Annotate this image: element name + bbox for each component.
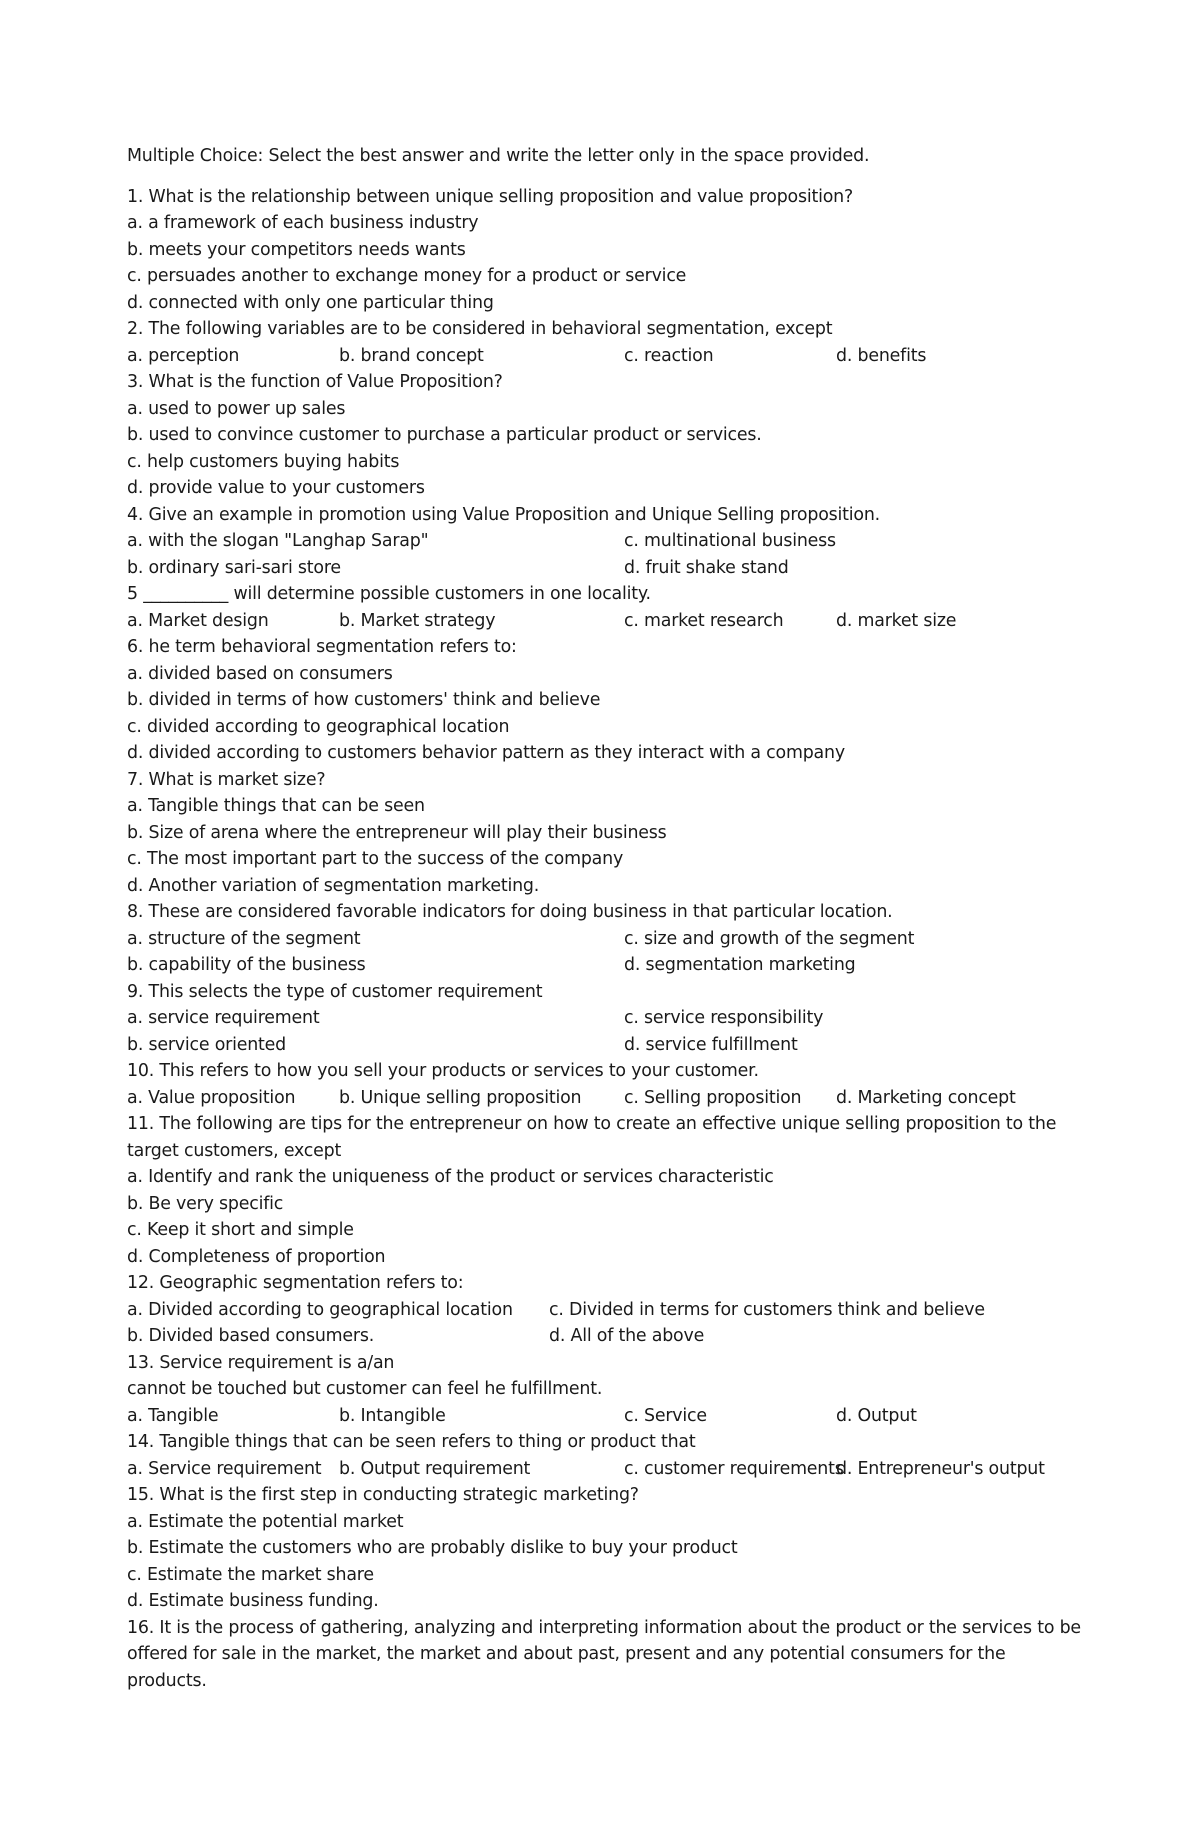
option-14b: b. Output requirement xyxy=(339,1458,531,1479)
option-7d: d. Another variation of segmentation marketing. xyxy=(127,875,540,896)
option-6a: a. divided based on consumers xyxy=(127,663,393,684)
option-15c: c. Estimate the market share xyxy=(127,1564,374,1585)
question-16: 16. It is the process of gathering, analyzing and interpreting information about the product or the services to be offered for sale in the market, the market and about past, present and any potential consumers for the products. xyxy=(127,1617,1081,1691)
option-13b: b. Intangible xyxy=(339,1405,446,1426)
options-row-13 xyxy=(127,1403,1087,1430)
question-13: 13. Service requirement is a/an xyxy=(127,1352,395,1373)
option-10a: a. Value proposition xyxy=(127,1087,296,1108)
question-13-continued: cannot be touched but customer can feel he fulfillment. xyxy=(127,1379,603,1399)
options-row-14 xyxy=(127,1456,1087,1483)
question-4: 4. Give an example in promotion using Value Proposition and Unique Selling proposition. xyxy=(127,504,880,525)
option-4d: d. fruit shake stand xyxy=(624,557,789,578)
option-3c: c. help customers buying habits xyxy=(127,451,400,472)
option-15a: a. Estimate the potential market xyxy=(127,1511,404,1532)
option-8b: b. capability of the business xyxy=(127,955,366,975)
option-2d: d. benefits xyxy=(836,345,927,366)
option-7c: c. The most important part to the success of the company xyxy=(127,849,624,869)
question-5: 5 __________ will determine possible customers in one locality. xyxy=(127,584,651,604)
option-11d: d. Completeness of proportion xyxy=(127,1246,386,1267)
options-row-10 xyxy=(127,1085,1087,1112)
option-10b: b. Unique selling proposition xyxy=(339,1087,582,1108)
option-12a: a. Divided according to geographical location xyxy=(127,1299,513,1320)
option-15b: b. Estimate the customers who are probably dislike to buy your product xyxy=(127,1538,738,1558)
option-10c: c. Selling proposition xyxy=(624,1087,802,1108)
option-12b: b. Divided based consumers. xyxy=(127,1326,375,1346)
question-11: 11. The following are tips for the entrepreneur on how to create an effective unique selling proposition to the target customers, except xyxy=(127,1114,1057,1161)
option-5a: a. Market design xyxy=(127,610,269,631)
option-10d: d. Marketing concept xyxy=(836,1087,1016,1108)
options-row-8-1 xyxy=(127,926,1087,953)
options-row-5 xyxy=(127,608,1087,635)
option-7b: b. Size of arena where the entrepreneur will play their business xyxy=(127,822,667,843)
option-9d: d. service fulfillment xyxy=(624,1034,798,1055)
question-6: 6. he term behavioral segmentation refers to: xyxy=(127,637,517,657)
option-6b: b. divided in terms of how customers' think and believe xyxy=(127,690,601,710)
option-5b: b. Market strategy xyxy=(339,610,496,631)
options-row-4-1 xyxy=(127,528,1087,555)
option-15d: d. Estimate business funding. xyxy=(127,1591,379,1611)
option-1d: d. connected with only one particular thing xyxy=(127,292,494,313)
option-13a: a. Tangible xyxy=(127,1405,219,1426)
option-11c: c. Keep it short and simple xyxy=(127,1220,354,1240)
option-3b: b. used to convince customer to purchase a particular product or services. xyxy=(127,425,762,445)
option-1c: c. persuades another to exchange money for a product or service xyxy=(127,266,687,286)
options-row-12-1 xyxy=(127,1297,1087,1324)
options-row-8-2 xyxy=(127,952,1087,979)
option-11b: b. Be very specific xyxy=(127,1193,284,1214)
options-row-2 xyxy=(127,343,1087,370)
option-1a: a. a framework of each business industry xyxy=(127,213,479,233)
option-4b: b. ordinary sari-sari store xyxy=(127,557,341,578)
option-3a: a. used to power up sales xyxy=(127,398,346,419)
option-2b: b. brand concept xyxy=(339,345,484,366)
option-14a: a. Service requirement xyxy=(127,1458,322,1479)
option-12d: d. All of the above xyxy=(549,1326,705,1346)
instructions: Multiple Choice: Select the best answer and write the letter only in the space provided. xyxy=(127,146,870,166)
option-6d: d. divided according to customers behavior pattern as they interact with a company xyxy=(127,743,845,763)
question-7: 7. What is market size? xyxy=(127,769,326,790)
option-8d: d. segmentation marketing xyxy=(624,955,856,975)
question-12: 12. Geographic segmentation refers to: xyxy=(127,1273,464,1293)
options-row-4-2 xyxy=(127,555,1087,582)
option-9a: a. service requirement xyxy=(127,1008,320,1028)
option-14c: c. customer requirements xyxy=(624,1458,844,1479)
question-15: 15. What is the first step in conducting strategic marketing? xyxy=(127,1485,639,1505)
options-row-9-1 xyxy=(127,1005,1087,1032)
option-2c: c. reaction xyxy=(624,345,714,366)
option-9b: b. service oriented xyxy=(127,1034,287,1055)
option-4c: c. multinational business xyxy=(624,531,836,551)
document-page xyxy=(127,143,1087,1694)
options-row-12-2 xyxy=(127,1323,1087,1350)
option-12c: c. Divided in terms for customers think and believe xyxy=(549,1299,985,1320)
option-3d: d. provide value to your customers xyxy=(127,478,425,498)
option-8c: c. size and growth of the segment xyxy=(624,928,915,949)
question-3: 3. What is the function of Value Proposition? xyxy=(127,372,503,392)
option-7a: a. Tangible things that can be seen xyxy=(127,796,425,816)
option-2a: a. perception xyxy=(127,345,240,366)
question-14: 14. Tangible things that can be seen refers to thing or product that xyxy=(127,1432,696,1452)
option-4a: a. with the slogan "Langhap Sarap" xyxy=(127,531,429,551)
option-8a: a. structure of the segment xyxy=(127,928,361,949)
option-14d: d. Entrepreneur's output xyxy=(836,1458,1045,1479)
option-5c: c. market research xyxy=(624,610,784,631)
option-5d: d. market size xyxy=(836,610,957,631)
question-1: 1. What is the relationship between unique selling proposition and value proposition? xyxy=(127,186,854,207)
options-row-9-2 xyxy=(127,1032,1087,1059)
option-11a: a. Identify and rank the uniqueness of the product or services characteristic xyxy=(127,1167,774,1187)
question-9: 9. This selects the type of customer requirement xyxy=(127,981,543,1002)
question-8: 8. These are considered favorable indicators for doing business in that particular location. xyxy=(127,902,893,922)
option-9c: c. service responsibility xyxy=(624,1008,824,1028)
option-6c: c. divided according to geographical location xyxy=(127,716,510,737)
option-13d: d. Output xyxy=(836,1405,917,1426)
question-10: 10. This refers to how you sell your products or services to your customer. xyxy=(127,1061,759,1081)
option-13c: c. Service xyxy=(624,1405,707,1426)
option-1b: b. meets your competitors needs wants xyxy=(127,239,466,260)
question-2: 2. The following variables are to be considered in behavioral segmentation, except xyxy=(127,319,833,339)
